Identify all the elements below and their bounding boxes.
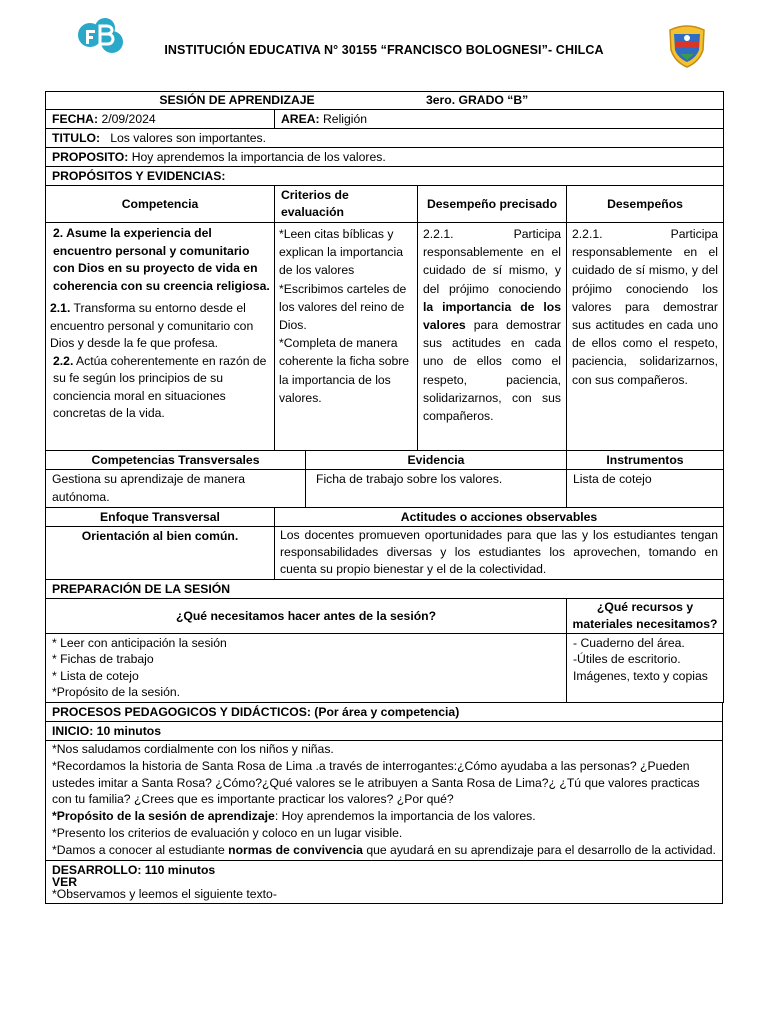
competencia-header: Competencia bbox=[46, 186, 275, 223]
list-item: * Leer con anticipación la sesión bbox=[52, 635, 227, 650]
desempeno-precisado-cell bbox=[418, 223, 567, 451]
titulo-label: TITULO: bbox=[52, 131, 101, 145]
observamos-line: *Observamos y leemos el siguiente texto- bbox=[52, 886, 277, 901]
criterio-item: *Completa de manera coherente la ficha sobre la importancia de los valores. bbox=[279, 336, 410, 405]
preparacion-title: PREPARACIÓN DE LA SESIÓN bbox=[46, 579, 724, 598]
desempeno-precisado-header: Desempeño precisado bbox=[418, 186, 567, 223]
area-cell bbox=[275, 110, 724, 129]
proposito-value: Hoy aprendemos la importancia de los valores. bbox=[131, 150, 386, 164]
inicio-line: *Nos saludamos cordialmente con los niños y niñas. bbox=[52, 741, 334, 756]
ver-heading: VER bbox=[52, 874, 78, 889]
normas-text-bold: normas de convivencia bbox=[228, 842, 363, 857]
actitudes-text: Los docentes promueven oportunidades para que las y los estudiantes tengan responsabilidades diversas y los estudiantes los aprovechen, tomando en cuenta su propio bienestar y el de la colectividad. bbox=[275, 527, 724, 580]
preparacion-table bbox=[45, 579, 724, 703]
normas-text-c: que ayudará en su aprendizaje para el desarrollo de la actividad. bbox=[362, 842, 716, 857]
instrumentos-header: Instrumentos bbox=[567, 451, 724, 470]
proposito-label: PROPOSITO: bbox=[52, 150, 129, 164]
list-item: *Propósito de la sesión. bbox=[52, 685, 181, 700]
precisado-text-c: para demostrar sus actitudes en cada uno de ellos como el respeto, paciencia, solidarizarnos, con sus compañeros. bbox=[423, 318, 561, 424]
capacidad-2-1-num: 2.1. bbox=[50, 301, 71, 315]
enfoque-name: Orientación al bien común. bbox=[46, 527, 275, 580]
list-item: -Útiles de escritorio. bbox=[573, 652, 681, 667]
fecha-label: FECHA: bbox=[52, 112, 99, 126]
recursos-question: ¿Qué recursos y materiales necesitamos? bbox=[567, 598, 724, 633]
session-title-row bbox=[46, 92, 724, 110]
list-item: * Lista de cotejo bbox=[52, 668, 139, 683]
titulo-value: Los valores son importantes. bbox=[110, 131, 267, 145]
fecha-cell bbox=[46, 110, 275, 129]
actitudes-header: Actitudes o acciones observables bbox=[275, 508, 724, 527]
propositos-evidencias-heading: PROPÓSITOS Y EVIDENCIAS: bbox=[46, 167, 724, 186]
procesos-table bbox=[45, 702, 723, 904]
antes-list bbox=[46, 633, 567, 702]
transversales-header: Competencias Transversales bbox=[46, 451, 306, 470]
desempenos-cell: 2.2.1. Participa responsablemente en el cuidado de sí mismo, y del prójimo conociendo los valores para demostrar sus actitudes en cada uno de ellos como el respeto, paciencia, solidarizarnos, con sus compañeros. bbox=[567, 223, 724, 451]
enfoque-header: Enfoque Transversal bbox=[46, 508, 275, 527]
antes-question: ¿Qué necesitamos hacer antes de la sesión? bbox=[46, 598, 567, 633]
list-item: Imágenes, texto y copias bbox=[573, 668, 708, 683]
proposito-line bbox=[52, 808, 716, 825]
desempenos-header: Desempeños bbox=[567, 186, 724, 223]
criterio-item: *Leen citas bíblicas y explican la importancia de los valores bbox=[279, 227, 403, 278]
session-grade: 3ero. GRADO “B” bbox=[426, 93, 529, 107]
fecha-value: 2/09/2024 bbox=[101, 112, 156, 126]
area-label: AREA: bbox=[281, 112, 320, 126]
competencia-cell bbox=[46, 223, 275, 451]
school-title: INSTITUCIÓN EDUCATIVA N° 30155 “FRANCISCO BOLOGNESI”- CHILCA bbox=[164, 43, 604, 57]
transversal-competencia-cell: Gestiona su aprendizaje de manera autónoma. bbox=[46, 470, 306, 508]
precisado-text-a: 2.2.1. Participa responsablemente en el cuidado de sí mismo, y del prójimo conociendo bbox=[423, 227, 561, 296]
inicio-line: *Recordamos la historia de Santa Rosa de Lima .a través de interrogantes:¿Cómo ayudaba a las personas? ¿Pueden ustedes imitar a Santa Rosa? ¿Cómo?¿Qué valores se le atribuyen a Santa Rosa de Lima?¿ ¿Tú que valores practicas con tu familia? ¿Crees que es importante practicar los valores? ¿Por qué? bbox=[52, 758, 700, 807]
session-title: SESIÓN DE APRENDIZAJE bbox=[159, 93, 315, 107]
desarrollo-heading: DESARROLLO: 110 minutos bbox=[52, 862, 216, 877]
page-header bbox=[0, 0, 768, 90]
criterio-item: *Escribimos carteles de los valores del reino de Dios. bbox=[279, 281, 407, 333]
proposito-row bbox=[46, 148, 724, 167]
school-crest-icon bbox=[666, 24, 708, 68]
enfoque-table bbox=[45, 507, 724, 580]
session-document bbox=[45, 91, 723, 904]
competencias-table bbox=[45, 185, 724, 451]
recursos-list bbox=[567, 633, 724, 702]
procesos-title: PROCESOS PEDAGOGICOS Y DIDÁCTICOS: (Por área y competencia) bbox=[46, 702, 723, 721]
competencia-main: 2. Asume la experiencia del encuentro personal y comunitario con Dios en su proyecto de vida en coherencia con su creencia religiosa. bbox=[53, 226, 270, 293]
list-item: * Fichas de trabajo bbox=[52, 652, 154, 667]
list-item: - Cuaderno del área. bbox=[573, 635, 685, 650]
inicio-content bbox=[46, 740, 723, 860]
titulo-row bbox=[46, 129, 724, 148]
instrumento-cell: Lista de cotejo bbox=[567, 470, 724, 508]
capacidad-2-2-text: Actúa coherentemente en razón de su fe según los principios de su conciencia moral en situaciones concretas de la vida. bbox=[53, 353, 267, 420]
criterios-header: Criterios de evaluación bbox=[275, 186, 418, 223]
area-value: Religión bbox=[322, 112, 368, 126]
evidencia-cell: Ficha de trabajo sobre los valores. bbox=[306, 470, 567, 508]
criterios-cell bbox=[275, 223, 418, 451]
capacidad-2-2-num: 2.2. bbox=[53, 353, 74, 368]
normas-line bbox=[52, 842, 716, 859]
evidencia-header: Evidencia bbox=[306, 451, 567, 470]
session-header-table bbox=[45, 91, 724, 186]
desarrollo-cell bbox=[46, 860, 723, 903]
capacidad-2-1 bbox=[50, 300, 270, 353]
transversales-table bbox=[45, 450, 724, 508]
normas-text-a: *Damos a conocer al estudiante bbox=[52, 842, 229, 857]
criterios-line: *Presento los criterios de evaluación y coloco en un lugar visible. bbox=[52, 825, 403, 840]
precisado-text-bold: la importancia de los valores bbox=[423, 299, 561, 333]
inicio-heading: INICIO: 10 minutos bbox=[46, 721, 723, 740]
capacidad-2-2 bbox=[50, 353, 270, 423]
proposito-sesion-text: : Hoy aprendemos la importancia de los valores. bbox=[274, 809, 536, 824]
proposito-sesion-label: *Propósito de la sesión de aprendizaje bbox=[52, 809, 275, 824]
capacidad-2-1-text: Transforma su entorno desde el encuentro personal y comunitario con Dios y desde la fe que profesa. bbox=[50, 301, 254, 350]
